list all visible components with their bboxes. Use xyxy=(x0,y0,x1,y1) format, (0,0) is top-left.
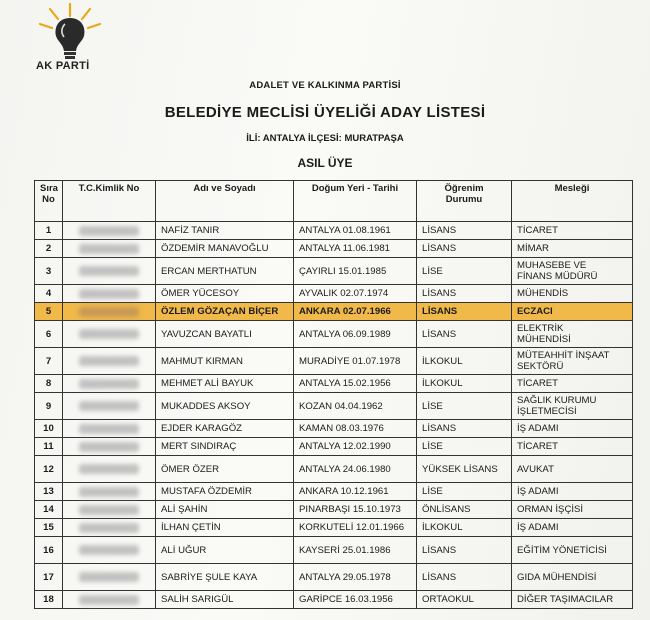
tc-id-redacted xyxy=(63,240,156,258)
row-number: 6 xyxy=(35,321,63,348)
occupation-line2: MÜHENDİSİ xyxy=(517,334,571,345)
occupation-line1: MUHASEBE VE xyxy=(517,260,587,271)
candidate-name: NAFİZ TANIR xyxy=(156,222,294,240)
redacted-blur xyxy=(79,424,139,434)
occupation xyxy=(512,303,633,321)
occupation-line1: TİCARET xyxy=(517,225,559,236)
table-row xyxy=(35,375,633,393)
redacted-blur xyxy=(79,226,139,236)
occupation xyxy=(512,438,633,456)
education-level: LİSE xyxy=(417,438,512,456)
row-number: 3 xyxy=(35,258,63,285)
header-education-line1: Öğrenim xyxy=(444,183,484,194)
birth-place-date: ANKARA 02.07.1966 xyxy=(294,303,417,321)
education-level: LİSANS xyxy=(417,321,512,348)
candidate-name: ALİ UĞUR xyxy=(156,537,294,564)
header-occupation: Mesleği xyxy=(512,181,633,222)
candidate-name: MEHMET ALİ BAYUK xyxy=(156,375,294,393)
header-education xyxy=(417,181,512,222)
occupation-line1: MÜHENDİS xyxy=(517,288,569,299)
candidate-name: EJDER KARAGÖZ xyxy=(156,420,294,438)
occupation-line1: İŞ ADAMI xyxy=(517,522,559,533)
occupation xyxy=(512,420,633,438)
candidate-name: SABRİYE ŞULE KAYA xyxy=(156,564,294,591)
education-level: İLKOKUL xyxy=(417,375,512,393)
education-level: LİSANS xyxy=(417,285,512,303)
occupation xyxy=(512,483,633,501)
birth-place-date: ANTALYA 01.08.1961 xyxy=(294,222,417,240)
candidate-name: MAHMUT KIRMAN xyxy=(156,348,294,375)
occupation-line1: İŞ ADAMI xyxy=(517,423,559,434)
row-number: 16 xyxy=(35,537,63,564)
row-number: 15 xyxy=(35,519,63,537)
row-number: 10 xyxy=(35,420,63,438)
location-line: İLİ: ANTALYA İLÇESİ: MURATPAŞA xyxy=(246,133,404,144)
birth-place-date: MURADİYE 01.07.1978 xyxy=(294,348,417,375)
occupation-line1: TİCARET xyxy=(517,441,559,452)
redacted-blur xyxy=(79,379,139,389)
occupation-line1: İŞ ADAMI xyxy=(517,486,559,497)
row-number: 5 xyxy=(35,303,63,321)
tc-id-redacted xyxy=(63,348,156,375)
education-level: YÜKSEK LİSANS xyxy=(417,456,512,483)
birth-place-date: ANTALYA 15.02.1956 xyxy=(294,375,417,393)
candidate-name: ERCAN MERTHATUN xyxy=(156,258,294,285)
candidate-name: ÖZDEMİR MANAVOĞLU xyxy=(156,240,294,258)
table-row xyxy=(35,393,633,420)
row-number: 12 xyxy=(35,456,63,483)
occupation xyxy=(512,591,633,609)
education-level: LİSANS xyxy=(417,564,512,591)
education-level: ÖNLİSANS xyxy=(417,501,512,519)
occupation xyxy=(512,321,633,348)
row-number: 11 xyxy=(35,438,63,456)
redacted-blur xyxy=(79,244,139,254)
row-number: 14 xyxy=(35,501,63,519)
redacted-blur xyxy=(79,401,139,411)
birth-place-date: KAYSERİ 25.01.1986 xyxy=(294,537,417,564)
header-birth: Doğum Yeri - Tarihi xyxy=(294,181,417,222)
table-row xyxy=(35,537,633,564)
occupation xyxy=(512,564,633,591)
party-name: ADALET VE KALKINMA PARTİSİ xyxy=(249,80,401,91)
candidate-name: MERT SINDIRAÇ xyxy=(156,438,294,456)
birth-place-date: KORKUTELİ 12.01.1966 xyxy=(294,519,417,537)
education-level: İLKOKUL xyxy=(417,348,512,375)
candidate-name: ÖMER YÜCESOY xyxy=(156,285,294,303)
table-row xyxy=(35,501,633,519)
tc-id-redacted xyxy=(63,303,156,321)
redacted-blur xyxy=(79,572,139,582)
tc-id-redacted xyxy=(63,222,156,240)
row-number: 2 xyxy=(35,240,63,258)
header-sira-text: Sıra xyxy=(40,183,58,194)
occupation-line1: ECZACI xyxy=(517,306,553,317)
occupation xyxy=(512,258,633,285)
candidate-name: SALİH SARIGÜL xyxy=(156,591,294,609)
education-level: LİSE xyxy=(417,483,512,501)
table-row xyxy=(35,222,633,240)
tc-id-redacted xyxy=(63,519,156,537)
redacted-blur xyxy=(79,487,139,497)
table-row xyxy=(35,456,633,483)
table-row xyxy=(35,303,633,321)
redacted-blur xyxy=(79,442,139,452)
occupation xyxy=(512,519,633,537)
document-title: BELEDİYE MECLİSİ ÜYELİĞİ ADAY LİSTESİ xyxy=(164,104,486,121)
row-number: 9 xyxy=(35,393,63,420)
occupation xyxy=(512,393,633,420)
tc-id-redacted xyxy=(63,258,156,285)
logo-text: AK PARTİ xyxy=(36,60,90,72)
redacted-blur xyxy=(79,523,139,533)
row-number: 18 xyxy=(35,591,63,609)
candidate-name: YAVUZCAN BAYATLI xyxy=(156,321,294,348)
education-level: LİSANS xyxy=(417,303,512,321)
occupation-line1: ELEKTRİK xyxy=(517,323,564,334)
birth-place-date: KOZAN 04.04.1962 xyxy=(294,393,417,420)
occupation-line2: İŞLETMECİSİ xyxy=(517,406,577,417)
redacted-blur xyxy=(79,329,139,339)
table-row xyxy=(35,285,633,303)
tc-id-redacted xyxy=(63,591,156,609)
birth-place-date: PINARBAŞI 15.10.1973 xyxy=(294,501,417,519)
occupation-line1: TİCARET xyxy=(517,378,559,389)
candidate-name: MUSTAFA ÖZDEMİR xyxy=(156,483,294,501)
header-no-text: No xyxy=(42,194,55,205)
occupation-line1: GIDA MÜHENDİSİ xyxy=(517,571,597,583)
table-row xyxy=(35,348,633,375)
tc-id-redacted xyxy=(63,375,156,393)
tc-id-redacted xyxy=(63,285,156,303)
occupation xyxy=(512,456,633,483)
tc-id-redacted xyxy=(63,483,156,501)
occupation-line1: MİMAR xyxy=(517,243,549,254)
candidate-name: ÖZLEM GÖZAÇAN BİÇER xyxy=(156,303,294,321)
occupation-line1: SAĞLIK KURUMU xyxy=(517,395,597,406)
tc-id-redacted xyxy=(63,420,156,438)
table-row xyxy=(35,438,633,456)
birth-place-date: ANTALYA 11.06.1981 xyxy=(294,240,417,258)
table-row xyxy=(35,321,633,348)
table-row xyxy=(35,519,633,537)
occupation-line1: EĞİTİM YÖNETİCİSİ xyxy=(517,544,607,556)
occupation-line1: DİĞER TAŞIMACILAR xyxy=(517,594,614,605)
occupation xyxy=(512,375,633,393)
table-row xyxy=(35,591,633,609)
table-row xyxy=(35,564,633,591)
occupation xyxy=(512,348,633,375)
row-number: 7 xyxy=(35,348,63,375)
occupation-line2: SEKTÖRÜ xyxy=(517,361,564,372)
education-level: LİSANS xyxy=(417,240,512,258)
birth-place-date: ANTALYA 12.02.1990 xyxy=(294,438,417,456)
occupation xyxy=(512,537,633,564)
candidate-table xyxy=(34,180,633,609)
redacted-blur xyxy=(79,464,139,474)
row-number: 1 xyxy=(35,222,63,240)
table-row xyxy=(35,258,633,285)
occupation-line1: AVUKAT xyxy=(517,463,554,475)
education-level: İLKOKUL xyxy=(417,519,512,537)
occupation-line1: ORMAN İŞÇİSİ xyxy=(517,504,584,515)
tc-id-redacted xyxy=(63,456,156,483)
tc-id-redacted xyxy=(63,438,156,456)
birth-place-date: ANTALYA 24.06.1980 xyxy=(294,456,417,483)
education-level: LİSE xyxy=(417,393,512,420)
birth-place-date: GARİPCE 16.03.1956 xyxy=(294,591,417,609)
birth-place-date: ÇAYIRLI 15.01.1985 xyxy=(294,258,417,285)
birth-place-date: ANKARA 10.12.1961 xyxy=(294,483,417,501)
education-level: LİSANS xyxy=(417,222,512,240)
table-header-row xyxy=(35,181,633,222)
education-level: LİSE xyxy=(417,258,512,285)
occupation xyxy=(512,240,633,258)
row-number: 8 xyxy=(35,375,63,393)
occupation xyxy=(512,501,633,519)
redacted-blur xyxy=(79,356,139,366)
candidate-name: MUKADDES AKSOY xyxy=(156,393,294,420)
redacted-blur xyxy=(79,505,139,515)
redacted-blur xyxy=(79,266,139,276)
education-level: LİSANS xyxy=(417,420,512,438)
candidate-name: İLHAN ÇETİN xyxy=(156,519,294,537)
row-number: 4 xyxy=(35,285,63,303)
row-number: 13 xyxy=(35,483,63,501)
header-education-line2: Durumu xyxy=(445,194,483,205)
table-row xyxy=(35,483,633,501)
candidate-name: ALİ ŞAHİN xyxy=(156,501,294,519)
redacted-blur xyxy=(79,307,139,317)
section-heading: ASIL ÜYE xyxy=(297,156,353,170)
row-number: 17 xyxy=(35,564,63,591)
tc-id-redacted xyxy=(63,393,156,420)
occupation-line2: FİNANS MÜDÜRÜ xyxy=(517,271,598,282)
birth-place-date: ANTALYA 06.09.1989 xyxy=(294,321,417,348)
header-tc: T.C.Kimlik No xyxy=(63,181,156,222)
tc-id-redacted xyxy=(63,537,156,564)
redacted-blur xyxy=(79,595,139,605)
tc-id-redacted xyxy=(63,321,156,348)
education-level: LİSANS xyxy=(417,537,512,564)
table-row xyxy=(35,240,633,258)
candidate-name: ÖMER ÖZER xyxy=(156,456,294,483)
birth-place-date: KAMAN 08.03.1976 xyxy=(294,420,417,438)
header-name: Adı ve Soyadı xyxy=(156,181,294,222)
tc-id-redacted xyxy=(63,501,156,519)
redacted-blur xyxy=(79,289,139,299)
header-sira-no xyxy=(35,181,63,222)
occupation xyxy=(512,285,633,303)
redacted-blur xyxy=(79,545,139,555)
table-row xyxy=(35,420,633,438)
birth-place-date: ANTALYA 29.05.1978 xyxy=(294,564,417,591)
tc-id-redacted xyxy=(63,564,156,591)
occupation xyxy=(512,222,633,240)
birth-place-date: AYVALIK 02.07.1974 xyxy=(294,285,417,303)
occupation-line1: MÜTEAHHİT İNŞAAT xyxy=(517,350,610,361)
education-level: ORTAOKUL xyxy=(417,591,512,609)
